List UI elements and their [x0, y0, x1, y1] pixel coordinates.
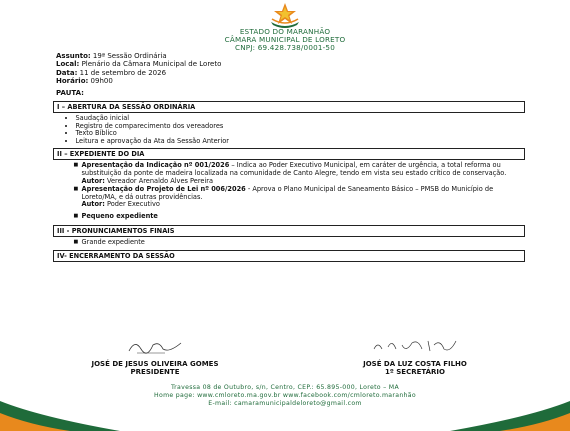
decorative-corner-right: [450, 391, 570, 431]
decorative-corner-left: [0, 391, 120, 431]
section-2-body: [54, 160, 525, 225]
local-line: Local: Plenário da Câmara Municipal de Loreto: [56, 60, 222, 69]
section-1-header: I – ABERTURA DA SESSÃO ORDINÁRIA: [54, 102, 525, 113]
pauta-heading: PAUTA:: [56, 89, 84, 97]
assunto-line: Assunto: 19ª Sessão Ordinária: [56, 52, 167, 60]
footer-address: Travessa 08 de Outubro, s/n, Centro, CEP.: 65.895-000, Loreto – MA: [171, 384, 399, 391]
footer-homepage: Home page: www.cmloreto.ma.gov.br www.facebook.com/cmloreto.maranhão: [154, 391, 416, 399]
star-emblem-icon: [268, 2, 302, 28]
signature-president: [70, 335, 240, 377]
list-item: ■ Grande expediente: [74, 239, 522, 247]
section-1-body: [54, 113, 525, 149]
list-item: • Saudação inicial: [76, 115, 522, 123]
horario-line: Horário: 09h00: [56, 77, 113, 86]
signature-secretary: [330, 335, 500, 377]
data-line: Data: 11 de setembro de 2026: [56, 68, 167, 77]
president-name: JOSÉ DE JESUS OLIVEIRA GOMES: [91, 359, 219, 368]
list-item: • Registro de comparecimento dos vereadores: [76, 123, 522, 131]
header-state: ESTADO DO MARANHÃO: [239, 27, 331, 36]
handwritten-signature-icon: [370, 335, 460, 357]
document-header: [0, 2, 570, 53]
list-item: ■ Pequeno expediente: [74, 213, 522, 221]
section-4-header: IV- ENCERRAMENTO DA SESSÃO: [54, 251, 525, 262]
session-meta: [56, 52, 221, 86]
footer-email: E-mail: camaramunicipaldeloreto@gmail.com: [208, 399, 362, 407]
list-item: • Texto Bíblico: [76, 130, 522, 138]
section-3-list: [64, 239, 522, 247]
section-1-list: [64, 115, 522, 145]
list-item: • Leitura e aprovação da Ata da Sessão Anterior: [76, 138, 522, 146]
section-2-list: [64, 162, 522, 220]
handwritten-signature-icon: [125, 335, 185, 357]
list-item: ■ Apresentação do Projeto de Lei nº 006/2026 - Aprova o Plano Municipal de Saneamento Básico – PMSB do Município de Loreto/MA, e dá outras providências. Autor: Poder Executivo: [74, 186, 522, 209]
section-3-body: [54, 236, 525, 251]
agenda-table: [53, 101, 525, 262]
section-3-header: III - PRONUNCIAMENTOS FINAIS: [54, 225, 525, 236]
header-cnpj: CNPJ: 69.428.738/0001-50: [235, 43, 335, 53]
president-role: PRESIDENTE: [130, 368, 180, 377]
secretary-name: JOSÉ DA LUZ COSTA FILHO: [363, 359, 467, 368]
section-2-header: II – EXPEDIENTE DO DIA: [54, 149, 525, 160]
list-item: ■ Apresentação da Indicação nº 001/2026 – Indica ao Poder Executivo Municipal, em caráter de urgência, a total reforma ou substituição da ponte de madeira localizada na comunidade de Canto Alegre, tendo em vista seu estado crítico de conservação. Autor: Vereador Arenaldo Alves Pereira: [74, 162, 522, 185]
header-chamber: CÂMARA MUNICIPAL DE LORETO: [224, 35, 346, 45]
secretary-role: 1º SECRETÁRIO: [385, 368, 445, 377]
